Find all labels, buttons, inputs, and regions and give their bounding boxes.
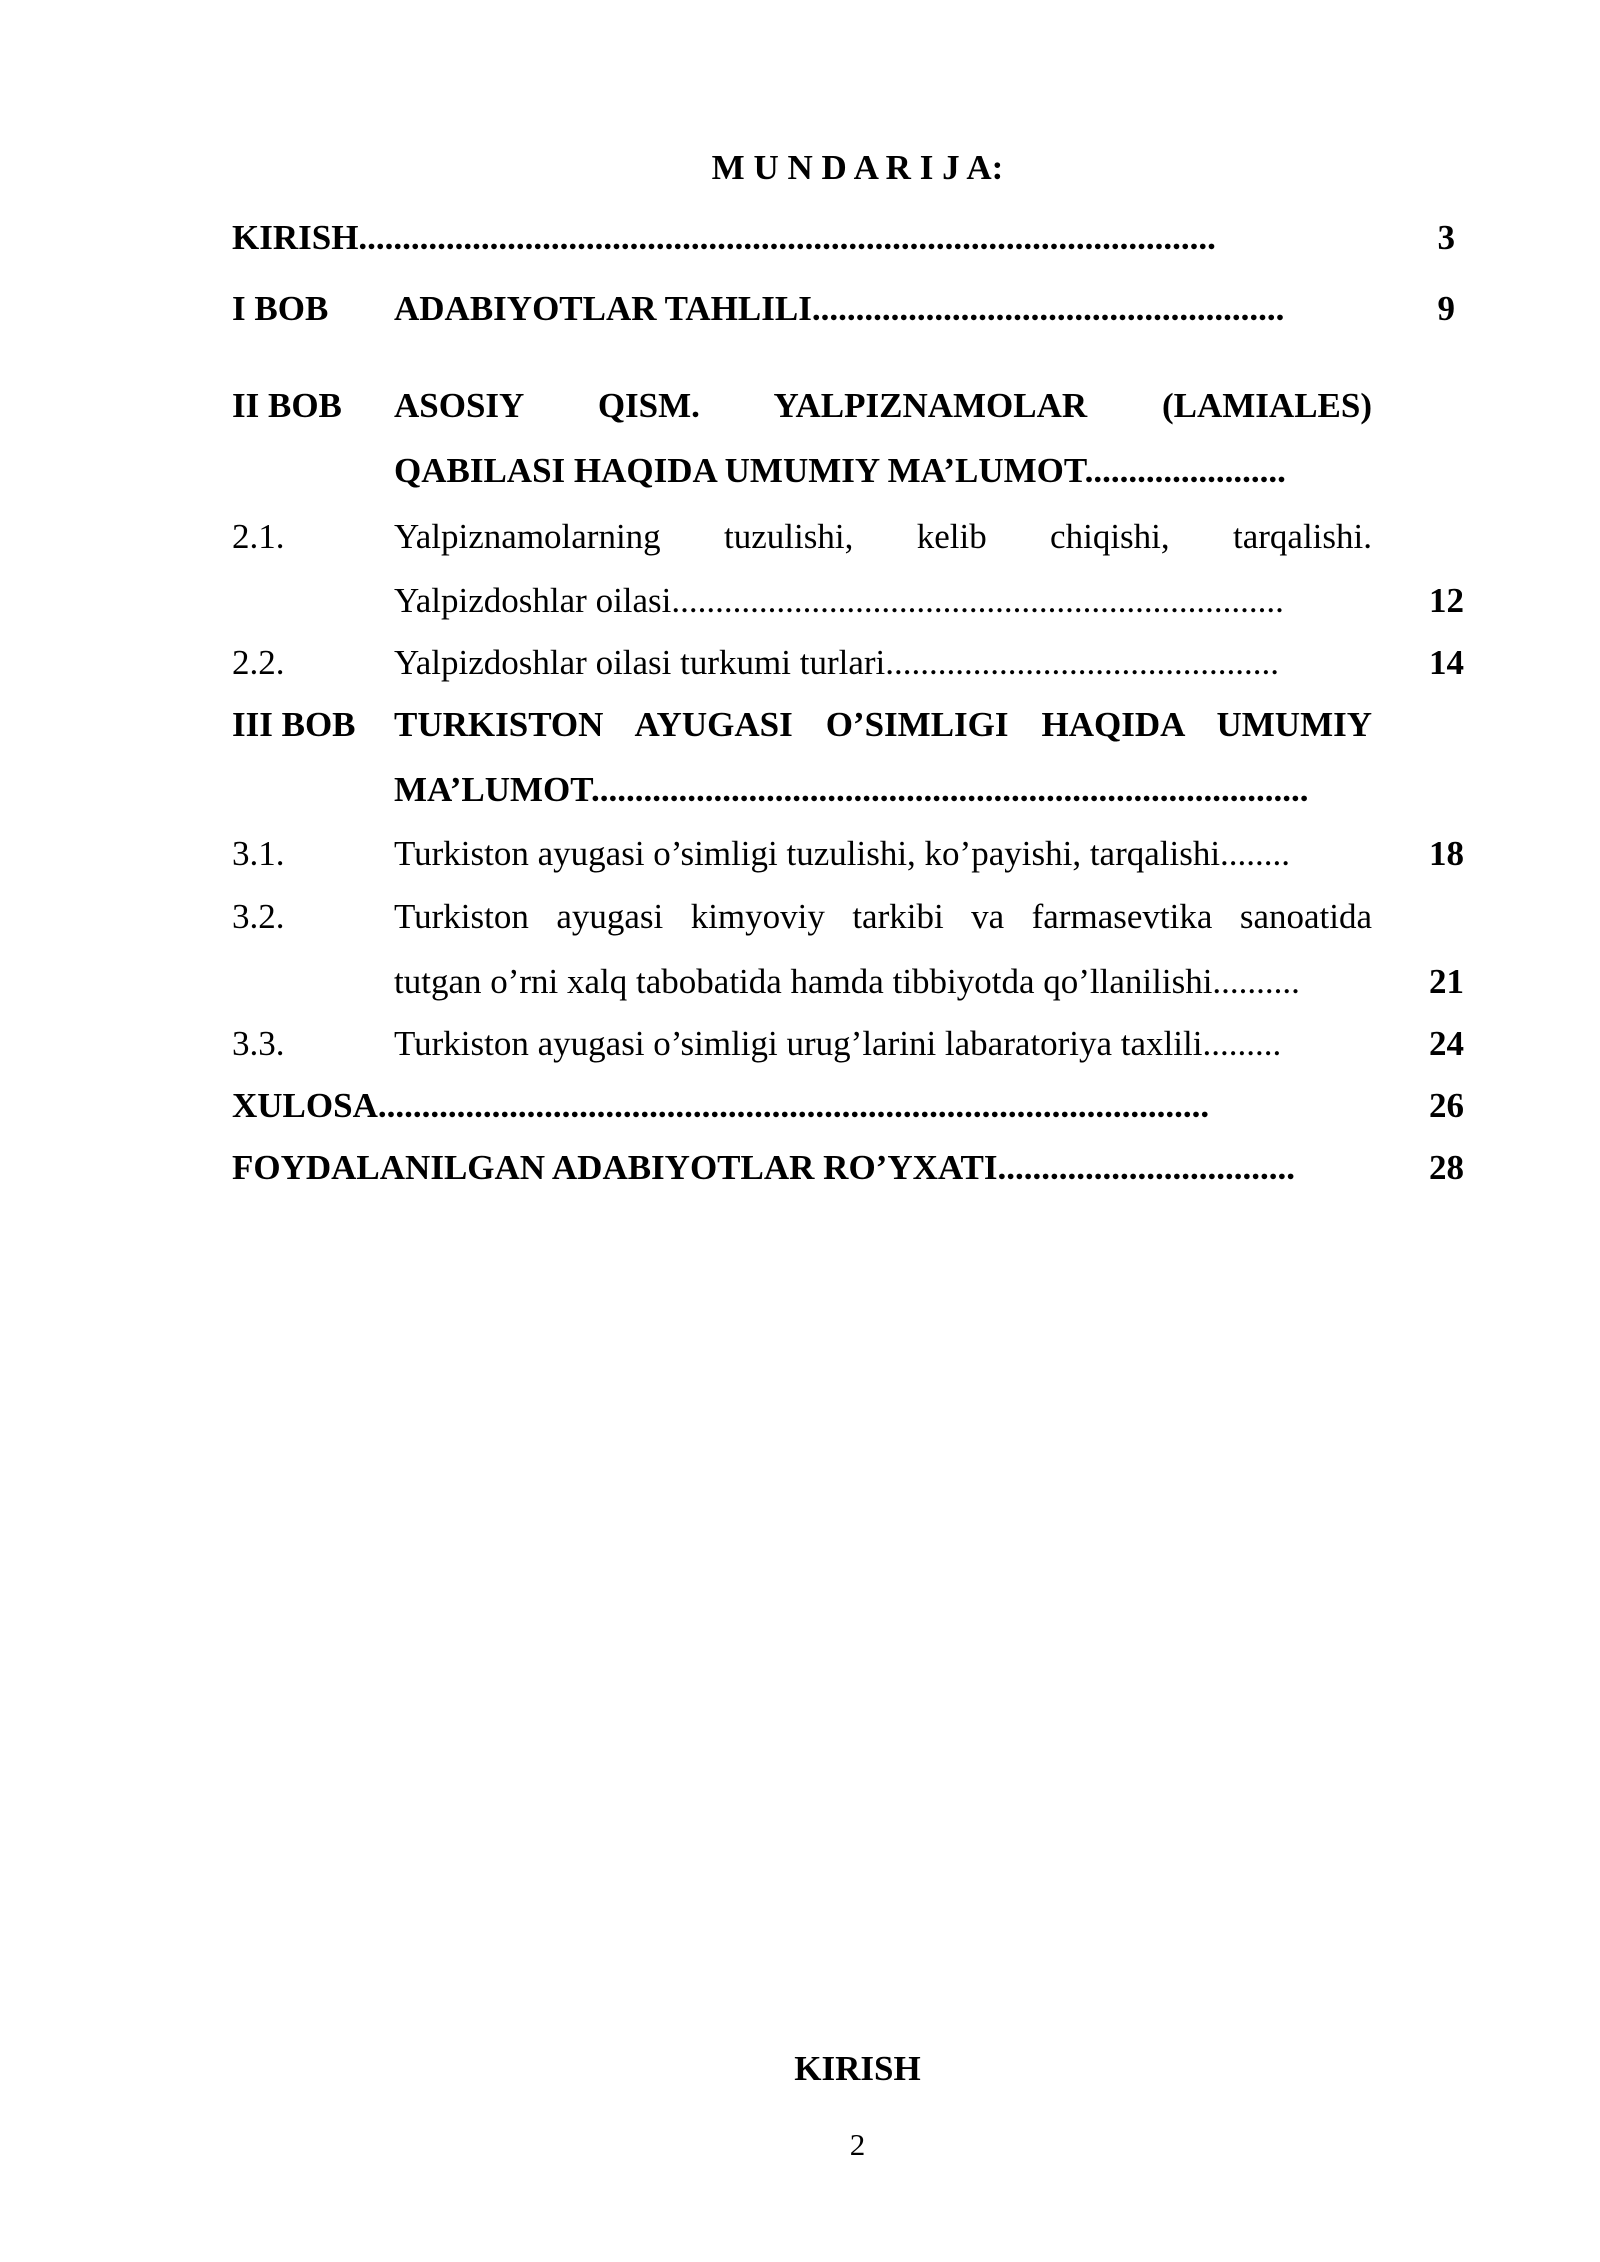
toc-entry-text: XULOSA............................................................................................... xyxy=(232,1086,1210,1125)
toc-entry-text-line1: Turkiston ayugasi kimyoviy tarkibi va farmasevtika sanoatida xyxy=(394,897,1372,936)
toc-page-number: 3 xyxy=(1437,218,1455,257)
toc-entry-label: 3.2. xyxy=(232,897,285,936)
toc-page-number: 14 xyxy=(1429,643,1464,682)
toc-title: M U N D A R I J A: xyxy=(711,148,1004,187)
toc-entry-text-line1: ASOSIY QISM. YALPIZNAMOLAR (LAMIALES) xyxy=(394,386,1372,425)
toc-entry-text-line2: MA’LUMOT.................................................................................. xyxy=(394,770,1309,809)
toc-entry-label: I BOB xyxy=(232,289,329,328)
toc-entry-text-line1: TURKISTON AYUGASI O’SIMLIGI HAQIDA UMUMIY xyxy=(394,705,1372,744)
toc-entry-label: 3.1. xyxy=(232,834,285,873)
toc-entry-text-line2: QABILASI HAQIDA UMUMIY MA’LUMOT....................... xyxy=(394,451,1286,490)
toc-page-number: 28 xyxy=(1429,1148,1464,1187)
toc-entry-label: 2.2. xyxy=(232,643,285,682)
toc-entry-label: II BOB xyxy=(232,386,342,425)
toc-entry-text-line1: Yalpiznamolarning tuzulishi, kelib chiqishi, tarqalishi. xyxy=(394,517,1372,556)
toc-entry-label: 3.3. xyxy=(232,1024,285,1063)
toc-entry-text: Turkiston ayugasi o’simligi tuzulishi, ko’payishi, tarqalishi........ xyxy=(394,834,1291,873)
toc-entry-label: III BOB xyxy=(232,705,356,744)
toc-page-number: 12 xyxy=(1429,581,1464,620)
toc-page-number: 26 xyxy=(1429,1086,1464,1125)
toc-entry-text: Turkiston ayugasi o’simligi urug’larini labaratoriya taxlili......... xyxy=(394,1024,1282,1063)
toc-page-number: 18 xyxy=(1429,834,1464,873)
toc-entry-text: ADABIYOTLAR TAHLILI...................................................... xyxy=(394,289,1285,328)
toc-page-number: 24 xyxy=(1429,1024,1464,1063)
toc-entry-text-line2: Yalpizdoshlar oilasi...................................................................... xyxy=(394,581,1284,620)
next-section-heading: KIRISH xyxy=(794,2049,921,2088)
toc-page-number: 21 xyxy=(1429,962,1464,1001)
toc-entry-text: KIRISH.................................................................................................. xyxy=(232,218,1216,257)
toc-entry-kirish xyxy=(232,218,1216,258)
page-number: 2 xyxy=(849,2127,866,2162)
toc-page-number: 9 xyxy=(1437,289,1455,328)
toc-entry-text: Yalpizdoshlar oilasi turkumi turlari............................................. xyxy=(394,643,1279,682)
toc-entry-text: FOYDALANILGAN ADABIYOTLAR RO’YXATI.................................. xyxy=(232,1148,1296,1187)
toc-entry-label: 2.1. xyxy=(232,517,285,556)
toc-entry-text-line2: tutgan o’rni xalq tabobatida hamda tibbiyotda qo’llanilishi.......... xyxy=(394,962,1300,1001)
toc-entry-references xyxy=(232,1148,1295,1188)
toc-entry-xulosa xyxy=(232,1086,1209,1126)
